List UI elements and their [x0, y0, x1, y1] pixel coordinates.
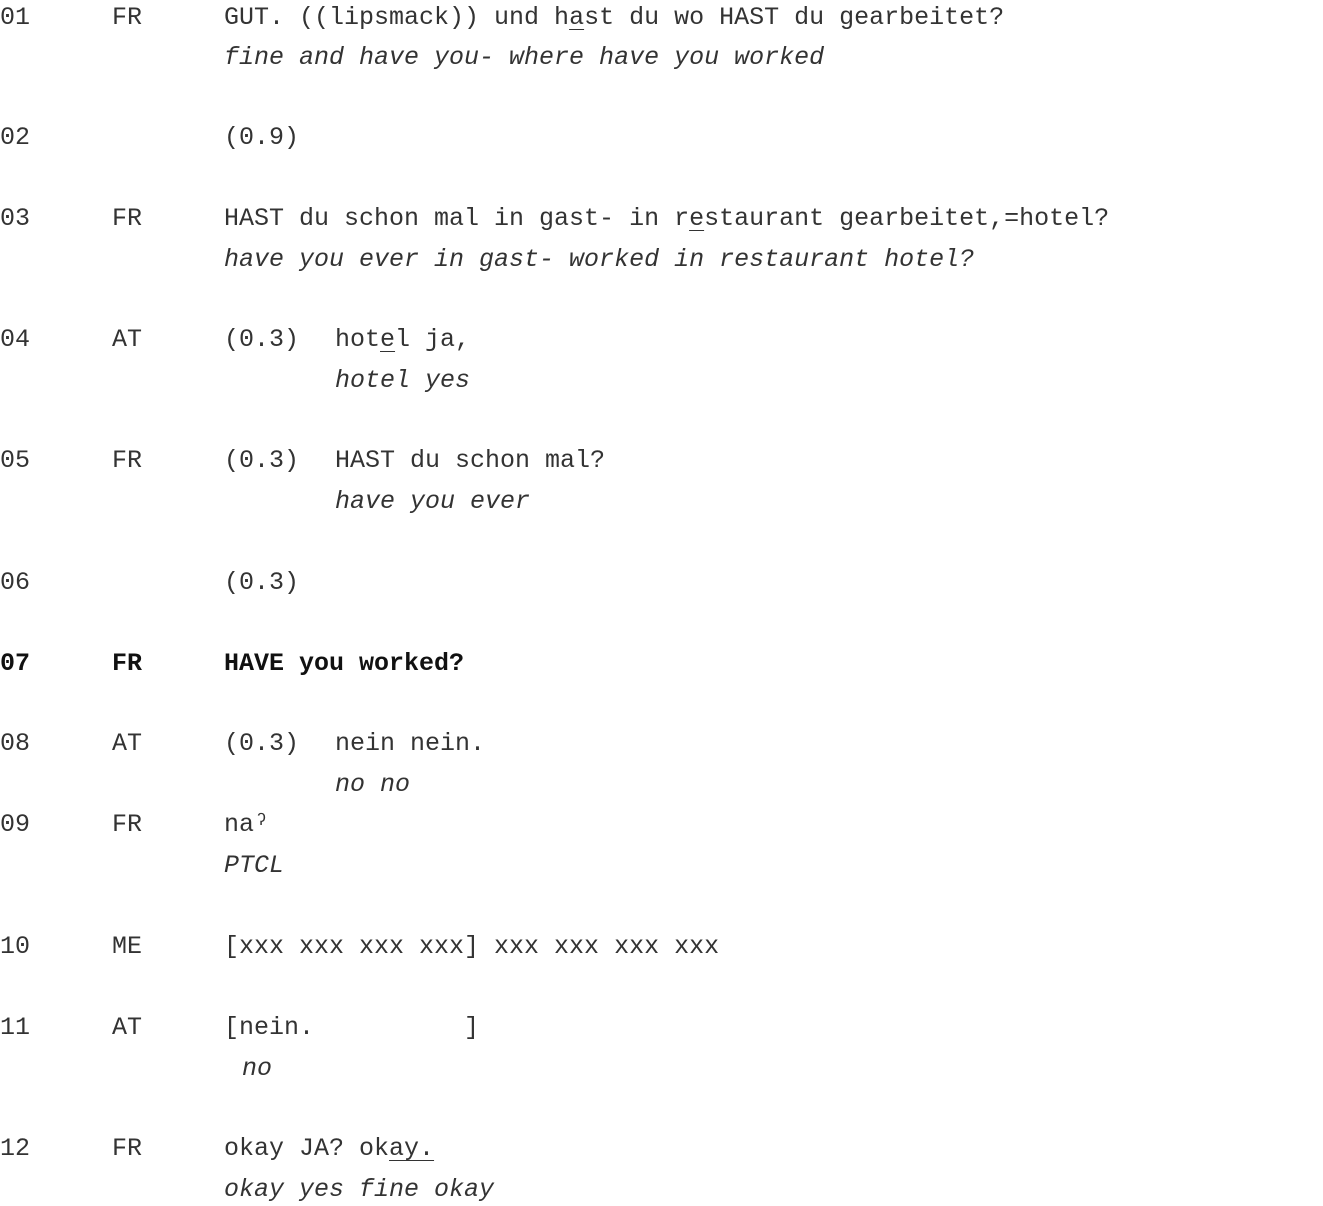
- gloss: PTCL: [224, 851, 285, 880]
- pause: (0.9): [224, 123, 300, 152]
- speaker: ME: [112, 932, 143, 961]
- gloss: no no: [335, 770, 411, 799]
- stress-mark: e: [380, 325, 396, 354]
- line-number: 06: [0, 568, 31, 597]
- line-number: 01: [0, 3, 31, 32]
- gloss: have you ever: [335, 487, 531, 516]
- utterance: okay JA? okay.: [224, 1134, 435, 1163]
- line-number: 03: [0, 204, 31, 233]
- line-number: 05: [0, 446, 31, 475]
- line-number: 07: [0, 649, 31, 678]
- line-number: 10: [0, 932, 31, 961]
- stress-mark: a: [569, 3, 585, 32]
- speaker: FR: [112, 446, 143, 475]
- line-number: 08: [0, 729, 31, 758]
- speaker: AT: [112, 325, 143, 354]
- utterance: HAST du schon mal?: [335, 446, 606, 475]
- pause: (0.3): [224, 729, 300, 758]
- gloss: have you ever in gast- worked in restaurant hotel?: [224, 245, 975, 274]
- speaker: AT: [112, 729, 143, 758]
- speaker: AT: [112, 1013, 143, 1042]
- gloss: hotel yes: [335, 366, 471, 395]
- pause: (0.3): [224, 325, 300, 354]
- utterance: nein nein.: [335, 729, 486, 758]
- gloss: fine and have you- where have you worked: [224, 43, 825, 72]
- pause: (0.3): [224, 446, 300, 475]
- utterance: [xxx xxx xxx xxx] xxx xxx xxx xxx: [224, 932, 720, 961]
- line-number: 02: [0, 123, 31, 152]
- speaker: FR: [112, 204, 143, 233]
- speaker: FR: [112, 810, 143, 839]
- utterance: hotel ja,: [335, 325, 471, 354]
- gloss: no: [242, 1054, 273, 1083]
- line-number: 11: [0, 1013, 31, 1042]
- gloss: okay yes fine okay: [224, 1175, 495, 1204]
- speaker: FR: [112, 649, 143, 678]
- utterance: naˀ: [224, 810, 270, 839]
- stress-mark: e: [689, 204, 705, 233]
- utterance: HAVE you worked?: [224, 649, 465, 678]
- line-number: 09: [0, 810, 31, 839]
- utterance: HAST du schon mal in gast- in restaurant gearbeitet,=hotel?: [224, 204, 1110, 233]
- stress-mark: ay.: [389, 1134, 435, 1163]
- line-number: 04: [0, 325, 31, 354]
- pause: (0.3): [224, 568, 300, 597]
- speaker: FR: [112, 1134, 143, 1163]
- line-number: 12: [0, 1134, 31, 1163]
- utterance: [nein. ]: [224, 1013, 480, 1042]
- utterance: GUT. ((lipsmack)) und hast du wo HAST du gearbeitet?: [224, 3, 1005, 32]
- speaker: FR: [112, 3, 143, 32]
